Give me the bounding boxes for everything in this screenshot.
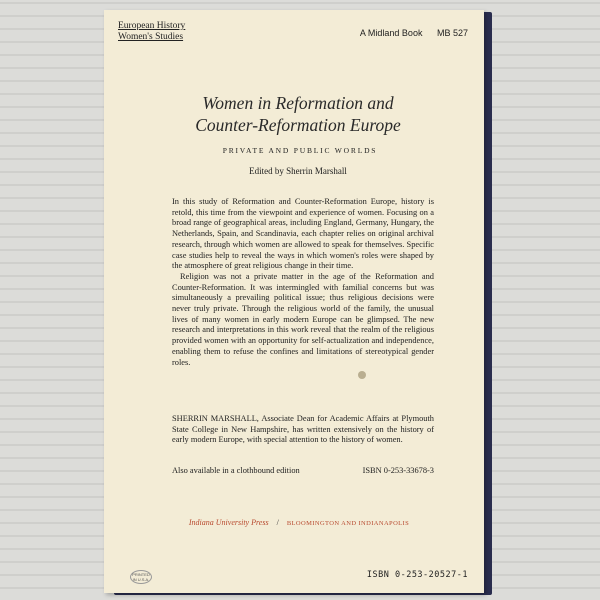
series-name: A Midland Book — [359, 28, 423, 38]
book-subtitle: PRIVATE AND PUBLIC WORLDS — [222, 146, 378, 155]
book-back-cover — [104, 10, 484, 593]
publisher-name: Indiana University Press — [188, 518, 269, 527]
description-paragraph-1: In this study of Reformation and Counter-Reformation Europe, history is retold, this time from the viewpoint and experience of women. Focusing on a broad range of geographical areas, including England, Germany, Hungary, the Netherlands, Spain, and Scandinavia, each chapter relies on original archival research, through which women are allowed to speak for themselves. Specific case studies help to reveal the ways in which women's roles were shaped by the atmosphere of great religious change in their time. — [172, 197, 434, 271]
title-line-1: Women in Reformation and — [202, 93, 394, 113]
description-paragraph-2: Religion was not a private matter in the age of the Reformation and Counter-Reformation. It was intermingled with familial concerns but was simultaneously a prevailing political issue; thus religious decisions were never truly private. Through the religious world of the family, the unusual lives of many women in early modern Europe can be glimpsed. The new research and interpretations in this work reveal that the realm of the religious provided women with an opportunity for self-actualization and independence, enabling them to refuse the confines and limitations of stereotypical gender roles. — [172, 271, 434, 367]
book-editor: Edited by Sherrin Marshall — [249, 166, 347, 176]
description — [172, 197, 434, 368]
availability-line — [172, 466, 434, 475]
series-code: MB 527 — [436, 28, 468, 38]
author-bio: SHERRIN MARSHALL, Associate Dean for Academic Affairs at Plymouth State College in New Hampshire, has written extensively on the history of early modern Europe, with special attention to the history of women. — [172, 414, 434, 445]
cover-spot — [358, 371, 366, 379]
publisher-separator: / — [276, 518, 279, 527]
category-labels — [118, 21, 185, 43]
book-title — [104, 92, 484, 136]
publisher-place: BLOOMINGTON AND INDIANAPOLIS — [286, 520, 410, 527]
series-info — [360, 28, 468, 38]
isbn-paperback: ISBN 0-253-20527-1 — [366, 570, 468, 580]
availability-text: Also available in a clothbound edition — [172, 466, 300, 475]
category-label-history: European History — [118, 21, 186, 31]
title-line-2: Counter-Reformation Europe — [195, 115, 401, 135]
publisher-line — [104, 518, 484, 527]
printed-seal-icon: PRINTED IN U.S.A. — [130, 570, 152, 584]
category-label-womens-studies: Women's Studies — [118, 32, 184, 42]
isbn-cloth: ISBN 0-253-33678-3 — [362, 466, 434, 475]
